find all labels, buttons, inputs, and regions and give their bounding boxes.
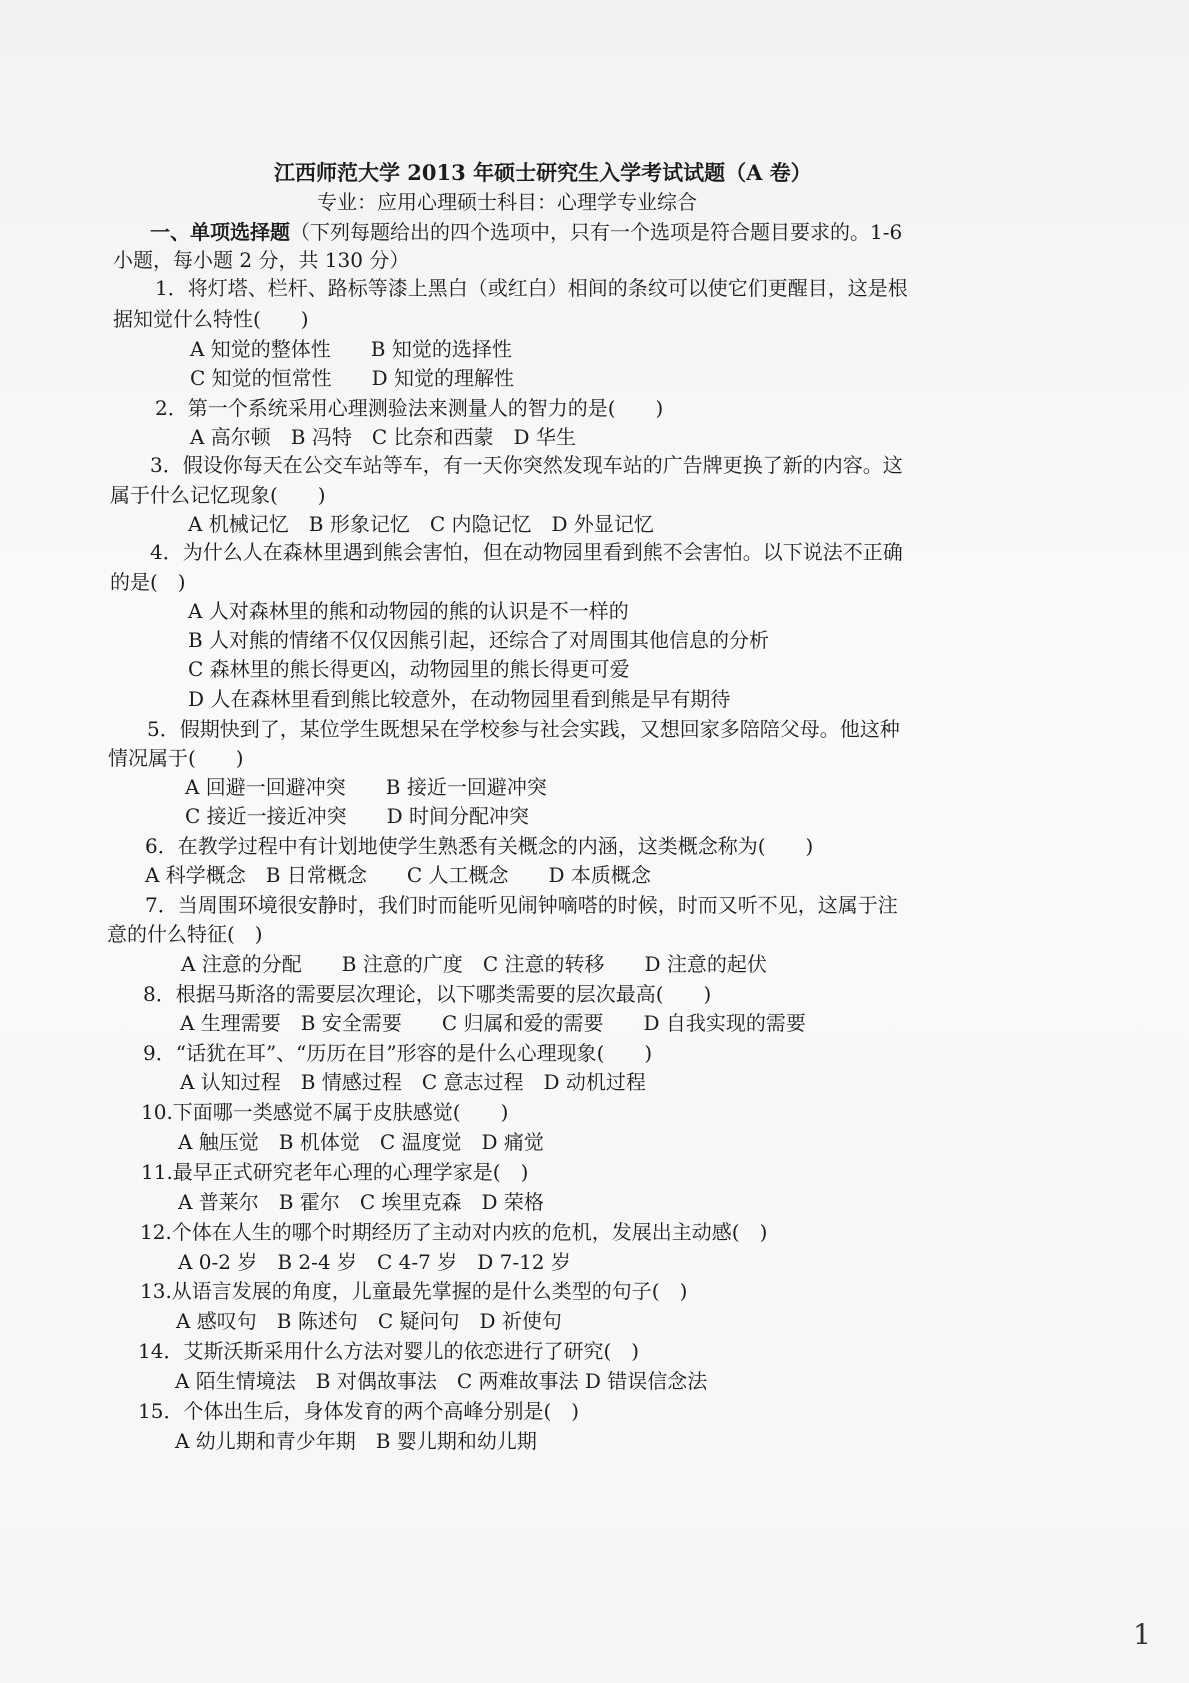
question-options: A 机械记忆 B 形象记忆 C 内隐记忆 D 外显记忆 [188,512,654,536]
question-options: A 生理需要 B 安全需要 C 归属和爱的需要 D 自我实现的需要 [180,1011,806,1035]
question-stem: 据知觉什么特性( ) [113,307,309,331]
section-heading: 一、单项选择题 [150,220,290,244]
question-options: C 知觉的恒常性 D 知觉的理解性 [190,366,515,390]
question-options: A 知觉的整体性 B 知觉的选择性 [190,337,512,361]
question-stem: 的是( ) [110,570,186,594]
question-options: A 触压觉 B 机体觉 C 温度觉 D 痛觉 [178,1130,544,1154]
question-stem: 3．假设你每天在公交车站等车，有一天你突然发现车站的广告牌更换了新的内容。这 [150,453,903,477]
question-options: A 回避一回避冲突 B 接近一回避冲突 [185,775,547,799]
exam-subtitle: 专业：应用心理硕士科目：心理学专业综合 [317,190,697,214]
question-stem: 情况属于( ) [108,746,244,770]
question-options: A 幼儿期和青少年期 B 婴儿期和幼儿期 [175,1429,537,1453]
question-stem: 10.下面哪一类感觉不属于皮肤感觉( ) [141,1100,509,1124]
question-stem: 12.个体在人生的哪个时期经历了主动对内疚的危机，发展出主动感( ) [140,1220,768,1244]
question-stem: 2．第一个系统采用心理测验法来测量人的智力的是( ) [155,396,664,420]
question-stem: 14．艾斯沃斯采用什么方法对婴儿的依恋进行了研究( ) [138,1339,640,1363]
question-stem: 7．当周围环境很安静时，我们时而能听见闹钟嘀嗒的时候，时而又听不见，这属于注 [145,893,898,917]
question-stem: 4．为什么人在森林里遇到熊会害怕，但在动物园里看到熊不会害怕。以下说法不正确 [150,540,903,564]
question-options: C 接近一接近冲突 D 时间分配冲突 [185,804,530,828]
question-stem: 1．将灯塔、栏杆、路标等漆上黑白（或红白）相间的条纹可以使它们更醒目，这是根 [155,276,908,300]
exam-title: 江西师范大学 2013 年硕士研究生入学考试试题（A 卷） [274,160,812,185]
section-instruction: （下列每题给出的四个选项中，只有一个选项是符合题目要求的。1-6 [290,220,903,244]
section-instruction-cont: 小题，每小题 2 分，共 130 分） [113,248,410,272]
question-options: A 高尔顿 B 冯特 C 比奈和西蒙 D 华生 [190,425,576,449]
question-options: A 普莱尔 B 霍尔 C 埃里克森 D 荣格 [178,1190,544,1214]
question-options: C 森林里的熊长得更凶，动物园里的熊长得更可爱 [188,657,630,681]
question-stem: 13.从语言发展的角度，儿童最先掌握的是什么类型的句子( ) [140,1279,688,1303]
question-options: A 科学概念 B 日常概念 C 人工概念 D 本质概念 [145,863,651,887]
question-stem: 9．“话犹在耳”、“历历在目”形容的是什么心理现象( ) [143,1041,653,1065]
question-stem: 6．在教学过程中有计划地使学生熟悉有关概念的内涵，这类概念称为( ) [145,834,814,858]
question-stem: 意的什么特征( ) [107,922,263,946]
question-options: A 感叹句 B 陈述句 C 疑问句 D 祈使句 [176,1309,562,1333]
page-number: 1 [1133,1618,1151,1651]
question-options: A 注意的分配 B 注意的广度 C 注意的转移 D 注意的起伏 [181,952,767,976]
question-stem: 8．根据马斯洛的需要层次理论，以下哪类需要的层次最高( ) [143,982,712,1006]
section-intro [150,218,902,246]
question-options: D 人在森林里看到熊比较意外，在动物园里看到熊是早有期待 [188,687,731,711]
question-stem: 11.最早正式研究老年心理的心理学家是( ) [141,1160,529,1184]
question-stem: 属于什么记忆现象( ) [110,483,326,507]
question-options: A 陌生情境法 B 对偶故事法 C 两难故事法 D 错误信念法 [175,1369,708,1393]
question-options: B 人对熊的情绪不仅仅因熊引起，还综合了对周围其他信息的分析 [188,628,770,652]
question-stem: 5．假期快到了，某位学生既想呆在学校参与社会实践，又想回家多陪陪父母。他这种 [147,717,900,741]
question-stem: 15．个体出生后，身体发育的两个高峰分别是( ) [138,1399,580,1423]
question-options: A 认知过程 B 情感过程 C 意志过程 D 动机过程 [180,1070,646,1094]
question-options: A 0-2 岁 B 2-4 岁 C 4-7 岁 D 7-12 岁 [178,1250,571,1274]
question-options: A 人对森林里的熊和动物园的熊的认识是不一样的 [188,599,629,623]
